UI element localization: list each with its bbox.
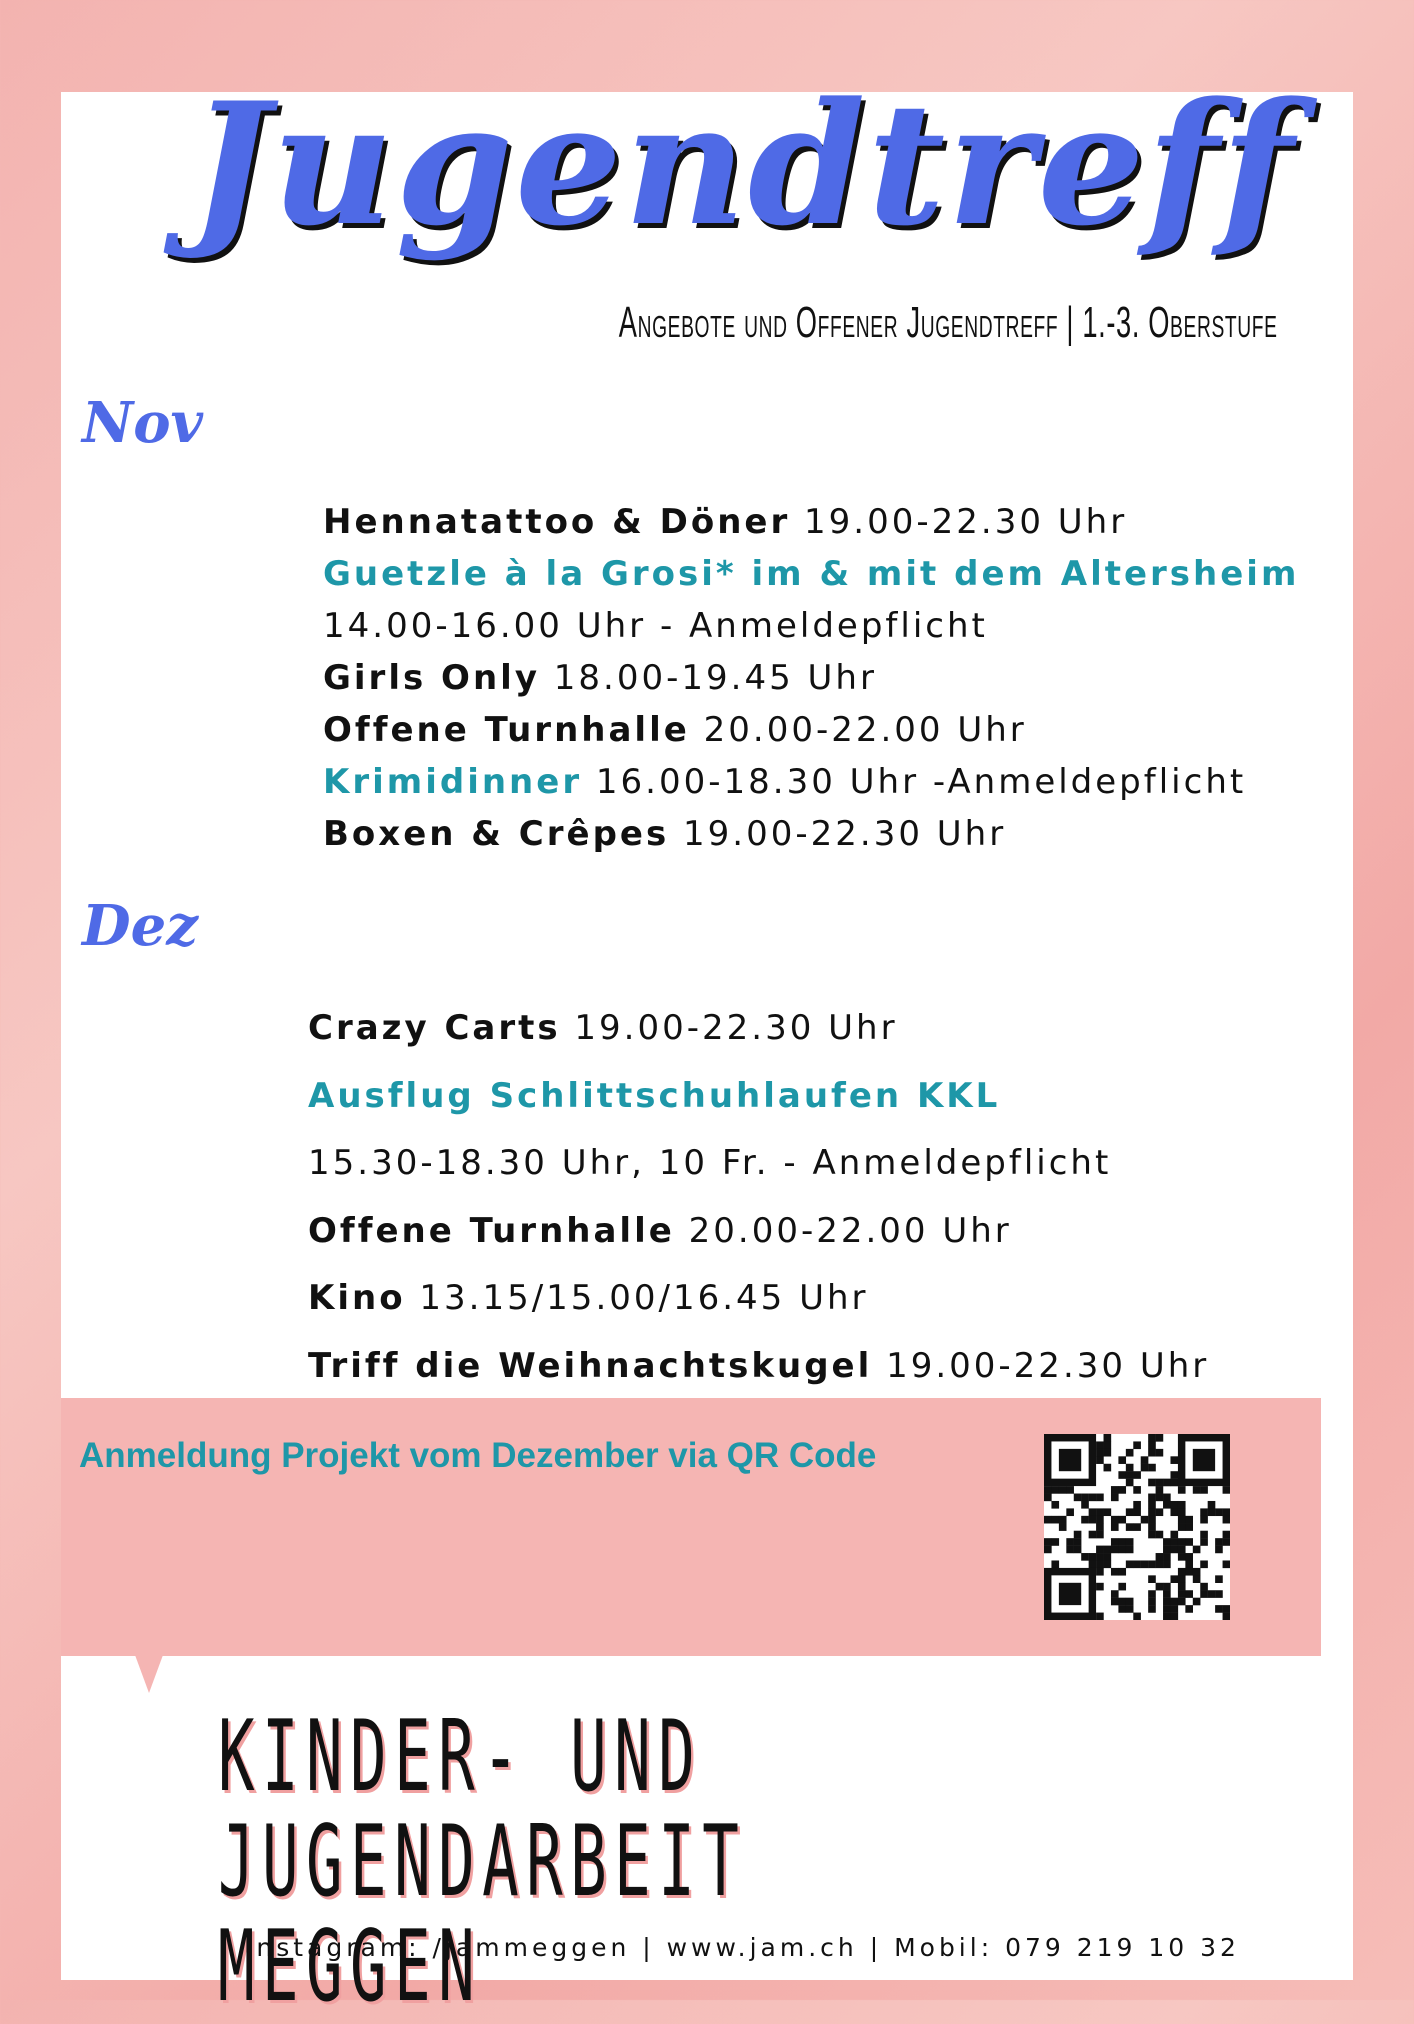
event-text xyxy=(323,762,1246,802)
event-time: 19.00-22.30 Uhr xyxy=(872,1345,1210,1386)
event-name: Ausflug Schlittschuhlaufen KKL xyxy=(308,1075,1001,1116)
event-text xyxy=(308,1076,1000,1116)
event-time: 20.00-22.00 Uhr xyxy=(689,710,1027,750)
registration-banner xyxy=(61,1398,1321,1656)
page-title: Jugendtreff xyxy=(190,65,1296,263)
event-text xyxy=(308,1211,1012,1251)
speech-pointer xyxy=(135,1655,163,1693)
event-name: Triff die Weihnachtskugel xyxy=(308,1345,873,1386)
event-time: 19.00-22.30 Uhr xyxy=(790,502,1128,542)
event-time: 15.30-18.30 Uhr, 10 Fr. - Anmeldepflicht xyxy=(308,1143,1112,1183)
event-name: Guetzle à la Grosi* im & mit dem Altersheim xyxy=(323,554,1300,594)
event-name: Girls Only xyxy=(323,658,540,698)
organization-name xyxy=(218,1700,960,2024)
event-text xyxy=(308,1278,869,1318)
event-text xyxy=(308,1346,1209,1386)
contact-info: Instagram: /jammeggen | www.jam.ch | Mobil: 079 219 10 32 xyxy=(245,1933,1240,1962)
event-time: 13.15/15.00/16.45 Uhr xyxy=(405,1278,869,1318)
registration-text: Anmeldung Projekt vom Dezember via QR Code xyxy=(79,1436,877,1475)
event-time: 19.00-22.30 Uhr xyxy=(560,1008,898,1048)
event-text xyxy=(323,606,988,646)
month-heading-dez: Dez xyxy=(82,893,198,959)
event-name: Krimidinner xyxy=(323,762,583,802)
event-text xyxy=(323,554,1299,594)
page-subtitle: Angebote und Offener Jugendtreff | 1.-3. Oberstufe xyxy=(619,298,1278,347)
event-text xyxy=(323,814,1006,854)
event-time: 20.00-22.00 Uhr xyxy=(674,1210,1012,1251)
event-name: Offene Turnhalle xyxy=(323,710,690,750)
event-text xyxy=(323,710,1027,750)
event-name: Offene Turnhalle xyxy=(308,1210,675,1251)
event-text xyxy=(323,658,877,698)
event-name: Kino xyxy=(308,1278,406,1318)
event-time: 19.00-22.30 Uhr xyxy=(669,814,1007,854)
event-time: 18.00-19.45 Uhr xyxy=(539,658,877,698)
month-heading-nov: Nov xyxy=(82,390,204,456)
event-text xyxy=(323,502,1127,542)
event-name: Hennatattoo & Döner xyxy=(323,502,791,542)
event-time: 14.00-16.00 Uhr - Anmeldepflicht xyxy=(323,606,988,646)
event-name: Crazy Carts xyxy=(308,1008,561,1048)
event-name: Boxen & Crêpes xyxy=(323,814,670,854)
organization-line-2: JUGENDARBEIT MEGGEN xyxy=(218,1804,747,2024)
event-text xyxy=(308,1008,898,1048)
event-time: 16.00-18.30 Uhr -Anmeldepflicht xyxy=(582,762,1247,802)
qr-code[interactable] xyxy=(1044,1434,1230,1620)
organization-line-1: KINDER- UND xyxy=(218,1700,703,1814)
event-text xyxy=(308,1143,1111,1183)
